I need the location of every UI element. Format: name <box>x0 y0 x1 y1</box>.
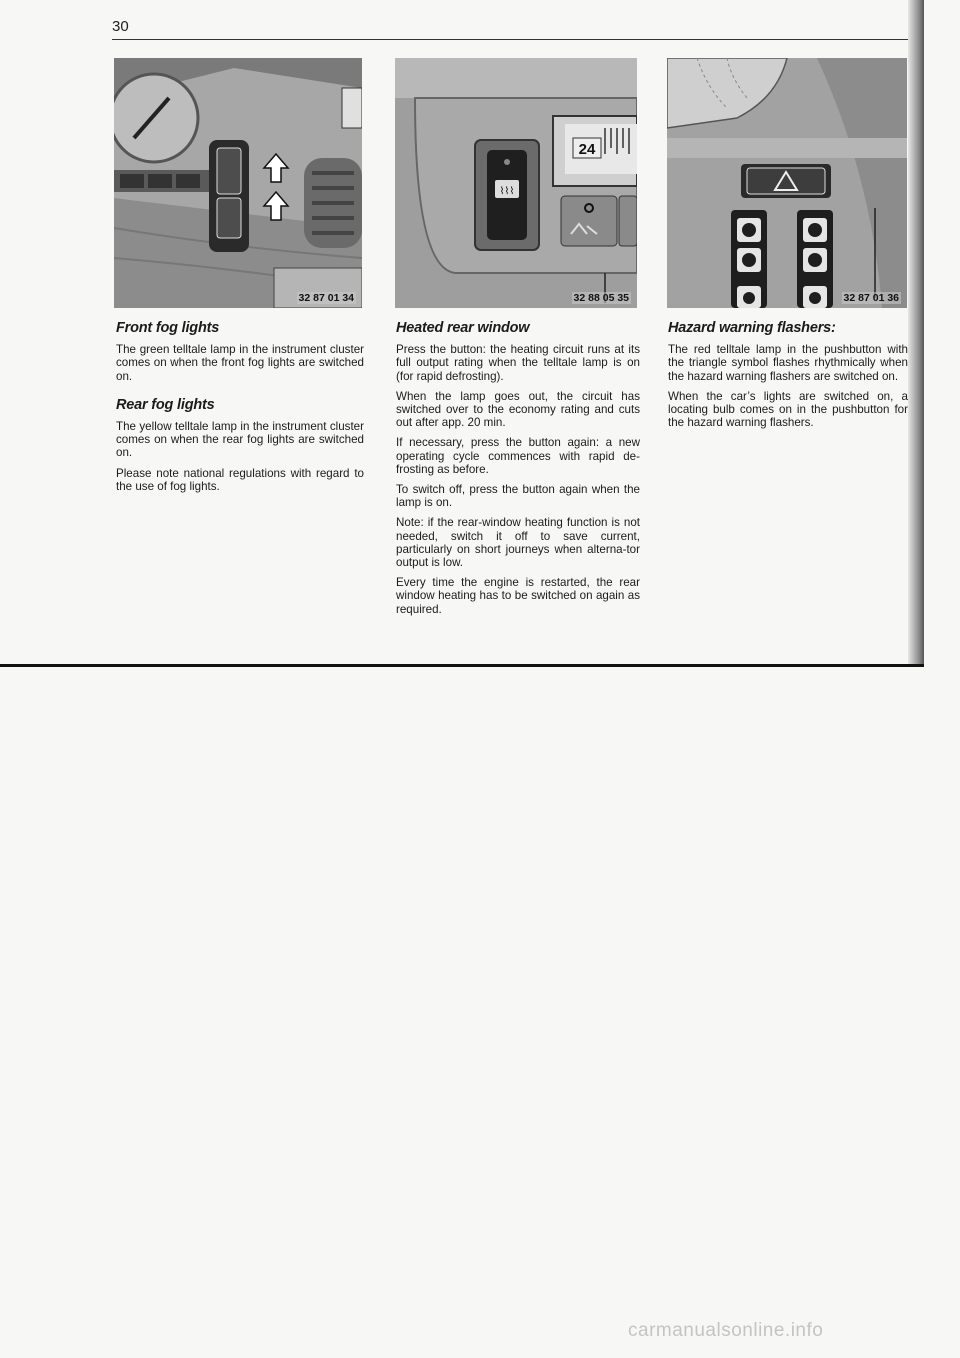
heading-rear-fog-lights: Rear fog lights <box>116 396 215 413</box>
paragraph: Please note national regulations with regard to the use of fog lights. <box>116 466 364 493</box>
display-readout: 24 <box>578 141 596 158</box>
figure-hazard-button <box>667 58 907 308</box>
heading-front-fog-lights: Front fog lights <box>116 320 220 336</box>
paragraph: The yellow telltale lamp in the instrument cluster comes on when the rear fog lights are switched on. <box>116 420 364 460</box>
paragraph: The red telltale lamp in the pushbutton with the triangle symbol flashes rhythmically when the hazard warning flashers are switched on. <box>668 343 908 383</box>
rear-window-illustration <box>395 58 637 308</box>
figure-code: 32 87 01 34 <box>298 292 354 304</box>
column-heated-rear-window <box>396 322 640 623</box>
paragraph: If necessary, press the button again: a new operating cycle commences with rapid de-frosting as before. <box>396 436 640 476</box>
figure-code: 32 88 05 35 <box>573 292 629 304</box>
figure-code: 32 87 01 36 <box>843 292 899 304</box>
column-fog-lights <box>116 322 364 500</box>
paragraph: When the car’s lights are switched on, a locating bulb comes on in the pushbutton for the hazard warning flashers. <box>668 389 908 430</box>
figure-rear-window-button <box>395 58 637 308</box>
column-hazard-flashers <box>668 322 908 436</box>
hazard-illustration <box>667 58 907 308</box>
paragraph: The green telltale lamp in the instrument cluster comes on when the front fog lights are switched on. <box>116 343 364 383</box>
paragraph: Press the button: the heating circuit runs at its full output rating when the telltale lamp is on (for rapid defrosting). <box>396 343 640 383</box>
paragraph: When the lamp goes out, the circuit has switched over to the economy rating and cuts out after app. 20 min. <box>396 389 640 430</box>
paragraph: Every time the engine is restarted, the rear window heating has to be switched on again as required. <box>396 576 640 616</box>
figure-fog-light-switches <box>114 58 362 308</box>
paragraph: To switch off, press the button again when the lamp is on. <box>396 483 640 510</box>
page-number: 30 <box>112 18 129 35</box>
heading-heated-rear-window: Heated rear window <box>396 320 530 336</box>
heading-hazard-warning-flashers: Hazard warning flashers: <box>668 320 836 336</box>
svg-text:⌇⌇⌇: ⌇⌇⌇ <box>499 186 515 197</box>
top-rule <box>112 39 924 40</box>
page-edge-shadow <box>908 0 924 667</box>
watermark: carmanualsonline.info <box>628 1320 824 1341</box>
bottom-rule <box>0 664 924 667</box>
paragraph: Note: if the rear-window heating function is not needed, switch it off to save current, particularly on short journeys when alterna-tor output is low. <box>396 516 640 570</box>
fog-switch-illustration <box>114 58 362 308</box>
